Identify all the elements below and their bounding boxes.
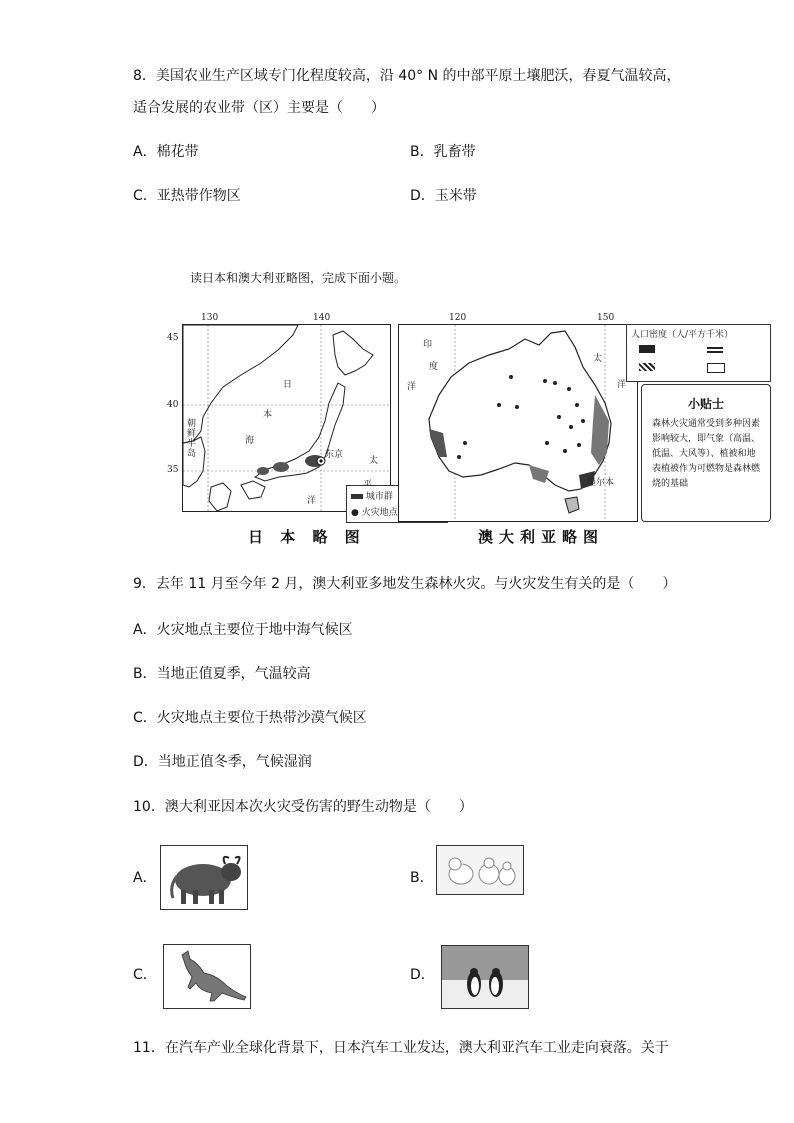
japan-map-caption: 日 本 略 图 <box>248 528 366 546</box>
population-legend-title: 人口密度（人/平方千米） <box>631 330 734 340</box>
q8-stem-line1: 8．美国农业生产区域专门化程度较高，沿 40° N 的中部平原土壤肥沃，春夏气温较高， <box>133 68 681 84</box>
map-label-ben: 本 <box>263 410 273 420</box>
map-label-korea: 朝鲜半岛 <box>187 419 197 459</box>
tip-box-title: 小贴士 <box>687 397 724 411</box>
population-legend <box>626 324 771 382</box>
legend-mid-swatch <box>707 345 723 353</box>
map-label-hai: 海 <box>245 436 255 446</box>
au-label-tai: 太 <box>593 354 603 364</box>
q9-option-d[interactable]: D．当地正值冬季，气候湿润 <box>133 754 312 770</box>
legend-sparse-swatch <box>707 363 725 373</box>
q10-option-b[interactable]: B． <box>410 870 434 886</box>
lat-label-40: 40 <box>167 400 179 410</box>
au-label-du: 度 <box>429 362 439 372</box>
lat-label-45: 45 <box>167 333 179 343</box>
au-label-yin: 印 <box>423 340 433 350</box>
legend-dense-swatch <box>639 345 655 353</box>
lon-label-130: 130 <box>201 313 219 323</box>
legend-city-cluster: 城市群 <box>351 489 393 502</box>
q9-option-b[interactable]: B．当地正值夏季，气温较高 <box>133 666 311 682</box>
legend-low-swatch <box>639 363 655 371</box>
yak-icon[interactable] <box>160 845 248 910</box>
legend-fire: ● 火灾地点 <box>351 508 398 518</box>
map-label-ri: 日 <box>283 380 293 390</box>
q10-option-a[interactable]: A． <box>133 870 157 886</box>
lon-label-140: 140 <box>313 313 331 323</box>
japan-map <box>167 313 391 512</box>
au-lon-label-120: 120 <box>449 313 467 323</box>
q8-option-a[interactable]: A．棉花带 <box>133 144 199 160</box>
map-label-tokyo: 东京 <box>325 450 344 460</box>
au-label-yang: 洋 <box>407 382 417 392</box>
lat-label-35: 35 <box>167 465 179 475</box>
map-intro: 读日本和澳大利亚略图，完成下面小题。 <box>190 271 407 285</box>
tip-box <box>641 384 771 522</box>
q8-option-d[interactable]: D．玉米带 <box>410 188 477 204</box>
q10-option-c[interactable]: C． <box>133 967 157 983</box>
q9-option-c[interactable]: C．火灾地点主要位于热带沙漠气候区 <box>133 710 367 726</box>
penguin-drawing <box>442 946 528 1008</box>
au-lon-label-150: 150 <box>597 313 615 323</box>
q9-stem: 9．去年 11 月至今年 2 月，澳大利亚多地发生森林火灾。与火灾发生有关的是（ ） <box>133 576 677 592</box>
australia-map <box>398 313 638 522</box>
q11-stem-line1: 11．在汽车产业全球化背景下，日本汽车工业发达，澳大利亚汽车工业走向衰落。关于 <box>133 1040 669 1056</box>
q10-stem: 10．澳大利亚因本次火灾受伤害的野生动物是（ ） <box>133 799 473 815</box>
polar-bear-drawing <box>437 846 523 894</box>
q8-option-c[interactable]: C．亚热带作物区 <box>133 188 241 204</box>
tip-box-body: 森林火灾通常受到多种因素影响较大，即气象（高温、低温、大风等）、植被和地表植被作为可燃物是森林燃烧的基础 <box>652 419 761 489</box>
map-label-yang: 洋 <box>307 496 317 506</box>
q9-option-a[interactable]: A．火灾地点主要位于地中海气候区 <box>133 622 353 638</box>
q8-stem-line2: 适合发展的农业带（区）主要是（ ） <box>133 100 385 116</box>
q10-option-d[interactable]: D． <box>410 967 435 983</box>
au-label-yang2: 洋 <box>617 380 627 390</box>
au-label-melbourne: 墨尔本 <box>587 478 615 488</box>
australia-map-caption: 澳大利亚略图 <box>478 528 605 546</box>
kangaroo-icon[interactable] <box>163 944 251 1009</box>
q8-option-b[interactable]: B．乳畜带 <box>410 144 476 160</box>
penguin-icon[interactable] <box>441 945 529 1009</box>
yak-drawing <box>161 846 247 909</box>
japan-map-drawing <box>183 325 390 511</box>
kangaroo-drawing <box>164 945 250 1008</box>
polar-bear-icon[interactable] <box>436 845 524 895</box>
map-label-tai: 太 <box>369 456 379 466</box>
